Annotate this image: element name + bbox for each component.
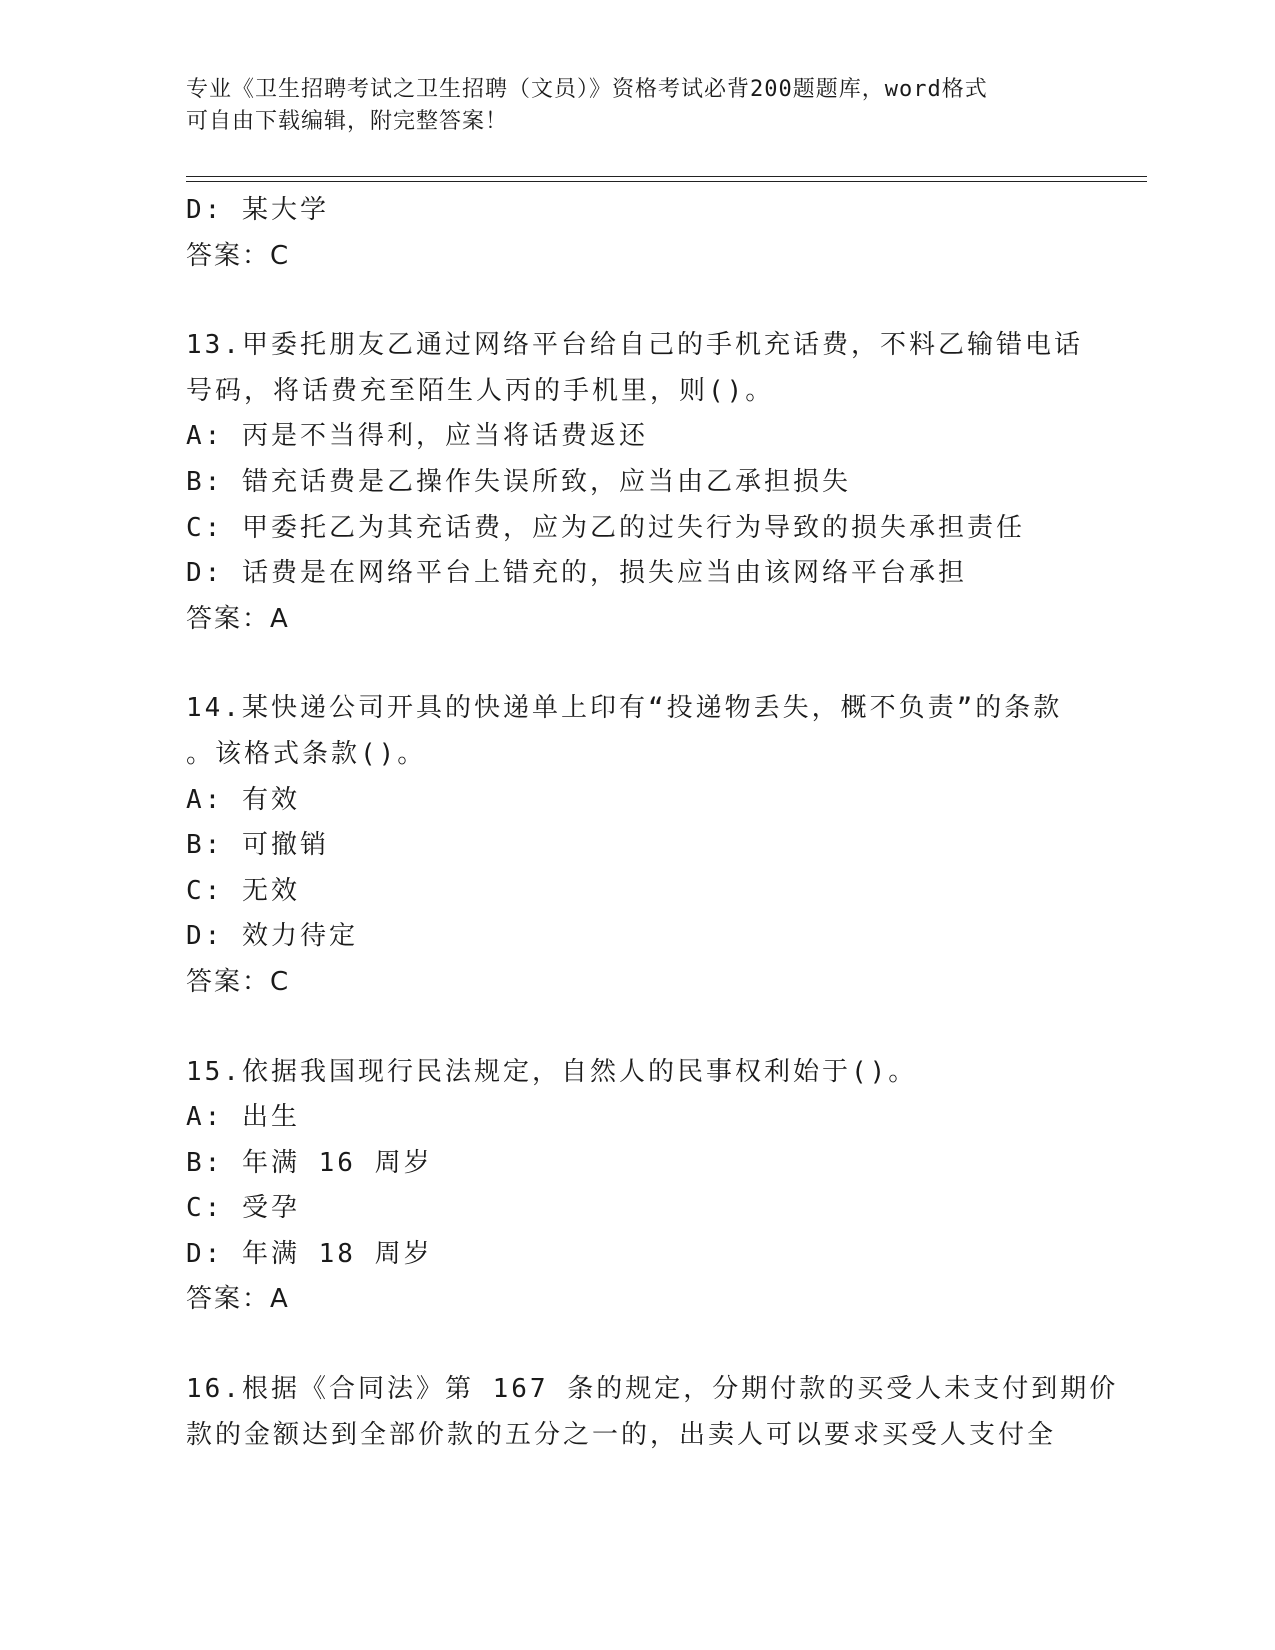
- option-a: A: 丙是不当得利，应当将话费返还: [186, 421, 648, 452]
- question-12-tail: [186, 188, 1086, 279]
- spacer: [186, 642, 1086, 686]
- header-line-2: 可自由下载编辑，附完整答案！: [186, 109, 509, 134]
- question-stem: 14.某快递公司开具的快递单上印有“投递物丢失，概不负责”的条款: [186, 693, 1063, 724]
- answer-line: 答案：C: [186, 240, 291, 271]
- question-stem-cont: 号码，将话费充至陌生人丙的手机里，则()。: [186, 375, 775, 406]
- option-c: C: 甲委托乙为其充话费，应为乙的过失行为导致的损失承担责任: [186, 512, 1025, 543]
- option-d: D: 话费是在网络平台上错充的，损失应当由该网络平台承担: [186, 558, 967, 589]
- answer-line: 答案：A: [186, 1284, 290, 1315]
- question-stem-cont: 款的金额达到全部价款的五分之一的，出卖人可以要求买受人支付全: [186, 1419, 1057, 1450]
- option-c: C: 受孕: [186, 1193, 300, 1224]
- option-a: A: 出生: [186, 1102, 300, 1133]
- question-14: [186, 686, 1086, 1005]
- question-stem: 13.甲委托朋友乙通过网络平台给自己的手机充话费，不料乙输错电话: [186, 330, 1083, 361]
- option-b: B: 错充话费是乙操作失误所致，应当由乙承担损失: [186, 466, 851, 497]
- question-stem: 16.根据《合同法》第 167 条的规定，分期付款的买受人未支付到期价: [186, 1374, 1119, 1405]
- question-stem: 15.依据我国现行民法规定，自然人的民事权利始于()。: [186, 1056, 918, 1087]
- question-stem-cont: 。该格式条款()。: [186, 738, 427, 769]
- option-d: D: 某大学: [186, 195, 329, 225]
- option-d: D: 效力待定: [186, 921, 358, 952]
- option-c: C: 无效: [186, 875, 300, 906]
- option-a: A: 有效: [186, 784, 300, 815]
- header-line-1: 专业《卫生招聘考试之卫生招聘（文员）》资格考试必背200题题库，word格式: [186, 77, 988, 102]
- question-16: [186, 1367, 1119, 1458]
- option-d: D: 年满 18 周岁: [186, 1238, 433, 1269]
- document-body: [186, 188, 1119, 1458]
- spacer: [186, 279, 1086, 323]
- spacer: [186, 1006, 1086, 1050]
- answer-line: 答案：A: [186, 603, 290, 634]
- question-15: [186, 1050, 1086, 1324]
- option-b: B: 可撤销: [186, 830, 329, 861]
- spacer: [186, 1323, 1086, 1367]
- question-13: [186, 323, 1086, 642]
- answer-line: 答案：C: [186, 966, 291, 997]
- page-header: [186, 74, 1086, 138]
- option-b: B: 年满 16 周岁: [186, 1147, 433, 1178]
- header-divider: [186, 176, 1147, 182]
